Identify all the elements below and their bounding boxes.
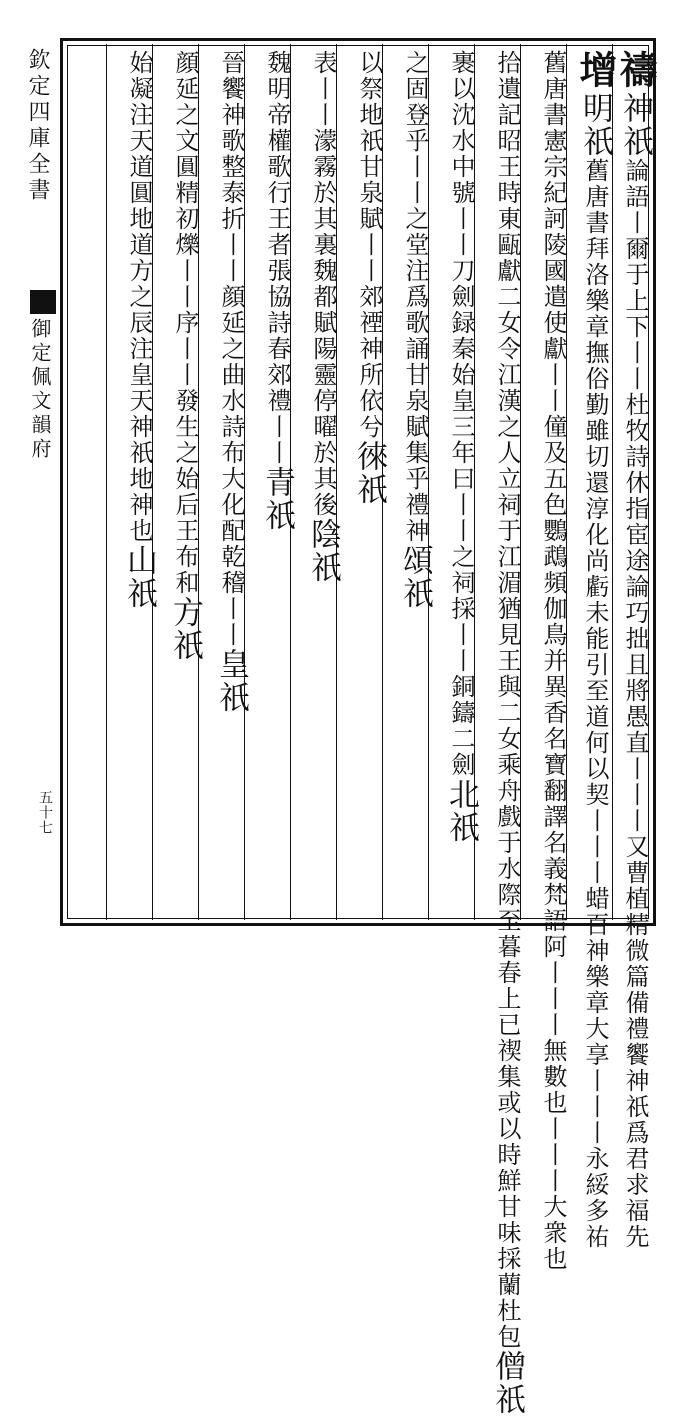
entry-term: 山祇 (121, 544, 157, 610)
text-column (613, 50, 658, 1250)
margin-bar (30, 290, 56, 314)
entry-term: 皇祇 (213, 648, 249, 714)
entry-note: 晉饗神歌整泰折丨丨顔延之曲水詩布大化配乾稽丨丨 (217, 50, 245, 648)
text-column (296, 50, 341, 920)
entry-term: 陰祇 (305, 518, 341, 584)
entry-note: 之固登乎丨丨之堂注爲歌誦甘泉賦集乎禮神 (401, 50, 429, 544)
entry-note: 論語丨爾于上下丨丨杜牧詩休指宦途論巧拙且將愚直丨丨丨又曹植精微篇備禮饗神祇爲君求福先 (621, 158, 649, 1250)
entry-head: 增 (573, 50, 618, 92)
entry-term: 北祇 (443, 778, 479, 844)
entry-term: 頌祇 (397, 544, 433, 610)
entry-note: 魏明帝權歌行王者張協詩春郊禮丨丨 (263, 50, 291, 466)
text-column (480, 50, 525, 1416)
entry-head: 禱 (613, 50, 658, 92)
book-title: 欽定四庫全書 (25, 48, 50, 204)
text-column (572, 50, 618, 1250)
text-column (388, 50, 433, 920)
page-number: 五十七 (37, 790, 53, 835)
text-column (250, 50, 295, 920)
entry-note: 顔延之文圓精初爍丨丨序丨丨發生之始后王布和 (171, 50, 199, 596)
entry-term: 徠祇 (351, 440, 387, 506)
text-column (204, 50, 249, 920)
entry-note: 拾遺記昭王時東甌獻二女令江漢之人立祠于江湄猶見王與二女乘舟戲于水際至暮春上已禊集或以時鮮甘味採蘭杜包 (493, 50, 521, 1350)
text-column (434, 50, 479, 920)
column-rule (106, 44, 107, 920)
entry-note: 舊唐書憲宗紀訶陵國遣使獻丨丨僮及五色鸚鵡頻伽鳥并異香名寶翻譯名義梵語阿丨丨丨無數也丨丨丨大衆也 (539, 50, 567, 1272)
text-column (342, 50, 387, 920)
entry-note: 始凝注天道圓地道方之辰注皇天神祇地神也 (125, 50, 153, 544)
entry-note: 舊唐書拜洛樂章撫俗勤雖切還淳化尚虧未能引至道何以契丨丨丨蜡百神樂章大享丨丨丨永綏多祐 (581, 158, 609, 1250)
entry-term: 神祇 (617, 92, 653, 158)
entry-note: 表丨丨濛霧於其裏魏都賦陽靈停曜於其後 (309, 50, 337, 518)
text-column (158, 50, 203, 920)
entry-term: 青祇 (259, 466, 295, 532)
entry-term: 方祇 (167, 596, 203, 662)
entry-term: 明祇 (577, 92, 613, 158)
entry-note: 以祭地祇甘泉賦丨丨郊禋神所依兮 (355, 50, 383, 440)
book-subtitle: 御定佩文韻府 (28, 318, 52, 462)
text-column (112, 50, 157, 920)
text-column (526, 50, 568, 1272)
entry-note: 裹以沈水中號丨丨刀劍録秦始皇三年曰丨丨之祠採丨丨銅鑄二劍 (447, 50, 475, 778)
entry-term: 僧祇 (489, 1350, 525, 1416)
